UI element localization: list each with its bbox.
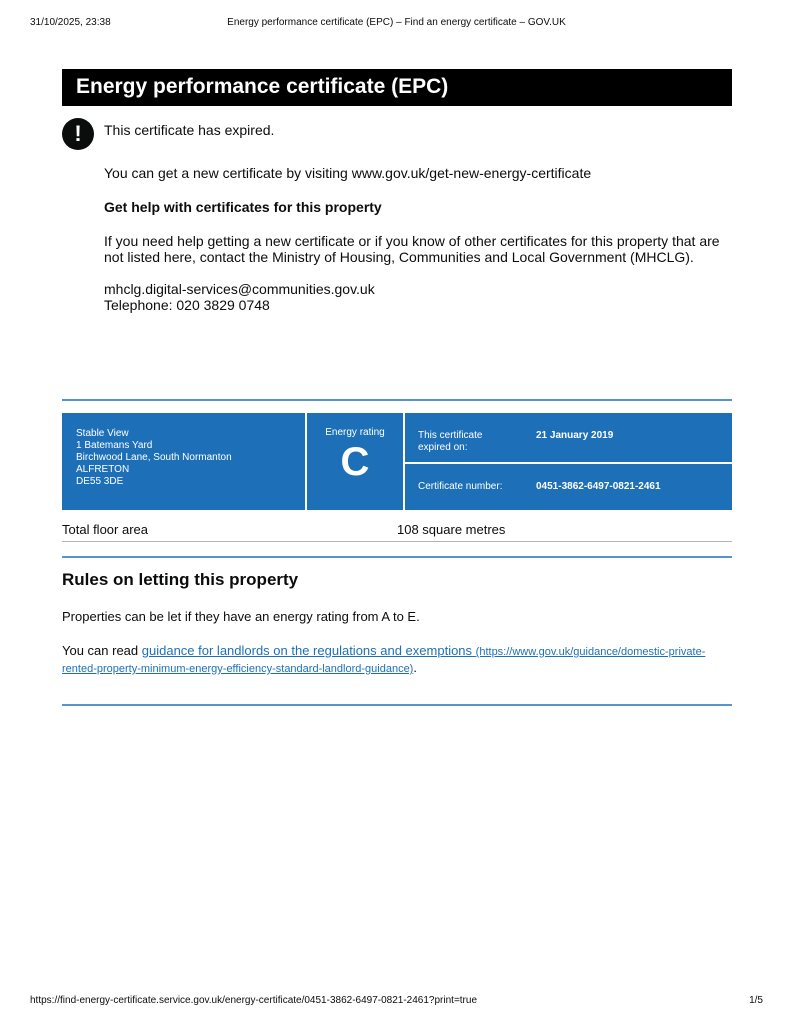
energy-rating-box bbox=[307, 413, 403, 510]
expiry-box bbox=[405, 413, 732, 462]
certificate-number: 0451-3862-6497-0821-2461 bbox=[536, 481, 661, 492]
print-header bbox=[30, 17, 763, 31]
print-datetime: 31/10/2025, 23:38 bbox=[30, 17, 111, 28]
address-line: DE55 3DE bbox=[76, 476, 124, 487]
property-address bbox=[62, 413, 305, 510]
certificate-number-box bbox=[405, 464, 732, 510]
expired-label: This certificate expired on: bbox=[418, 430, 483, 453]
letting-text: Properties can be let if they have an energy rating from A to E. bbox=[62, 609, 420, 624]
page-title: Energy performance certificate (EPC) bbox=[62, 69, 732, 106]
print-page-number: 1/5 bbox=[749, 995, 763, 1006]
expired-date: 21 January 2019 bbox=[536, 430, 614, 441]
divider bbox=[62, 399, 732, 401]
address-line: Birchwood Lane, South Normanton bbox=[76, 452, 232, 463]
guidance-link[interactable] bbox=[62, 643, 705, 675]
energy-rating-label: Energy rating bbox=[325, 427, 385, 438]
contact-telephone: Telephone: 020 3829 0748 bbox=[104, 297, 270, 313]
address-line: Stable View bbox=[76, 428, 129, 439]
guidance-link-text: guidance for landlords on the regulations and exemptions bbox=[141, 643, 473, 658]
letting-heading: Rules on letting this property bbox=[62, 570, 299, 589]
guidance-suffix: . bbox=[413, 660, 417, 675]
print-footer bbox=[30, 995, 763, 1009]
expired-warning: This certificate has expired. bbox=[104, 122, 275, 138]
floor-area-value: 108 square metres bbox=[397, 522, 506, 537]
address-line: ALFRETON bbox=[76, 464, 130, 475]
print-page-title: Energy performance certificate (EPC) – Find an energy certificate – GOV.UK bbox=[227, 17, 566, 28]
guidance-prefix: You can read bbox=[62, 643, 142, 658]
help-text: If you need help getting a new certificate or if you know of other certificates for this property that are not listed here, contact the Ministry of Housing, Communities and Local Government (MHCLG). bbox=[104, 233, 720, 265]
floor-area-divider bbox=[62, 541, 732, 542]
guidance-link-url: (https://www.gov.uk/guidance/domestic-private-rented-property-minimum-energy-efficiency-standard-landlord-guidance) bbox=[62, 646, 706, 675]
help-heading: Get help with certificates for this property bbox=[104, 199, 382, 215]
divider bbox=[62, 704, 732, 706]
contact-email: mhclg.digital-services@communities.gov.uk bbox=[104, 281, 375, 297]
certificate-number-label: Certificate number: bbox=[418, 481, 503, 492]
address-line: 1 Batemans Yard bbox=[76, 440, 153, 451]
divider bbox=[62, 556, 732, 558]
energy-rating-value: C bbox=[340, 440, 370, 484]
print-url: https://find-energy-certificate.service.gov.uk/energy-certificate/0451-3862-6497-0821-2461?print=true bbox=[30, 995, 478, 1006]
guidance-paragraph bbox=[62, 643, 732, 677]
floor-area-label: Total floor area bbox=[62, 522, 148, 537]
exclamation-icon: ! bbox=[62, 118, 94, 150]
new-certificate-text: You can get a new certificate by visiting www.gov.uk/get-new-energy-certificate bbox=[104, 165, 592, 181]
